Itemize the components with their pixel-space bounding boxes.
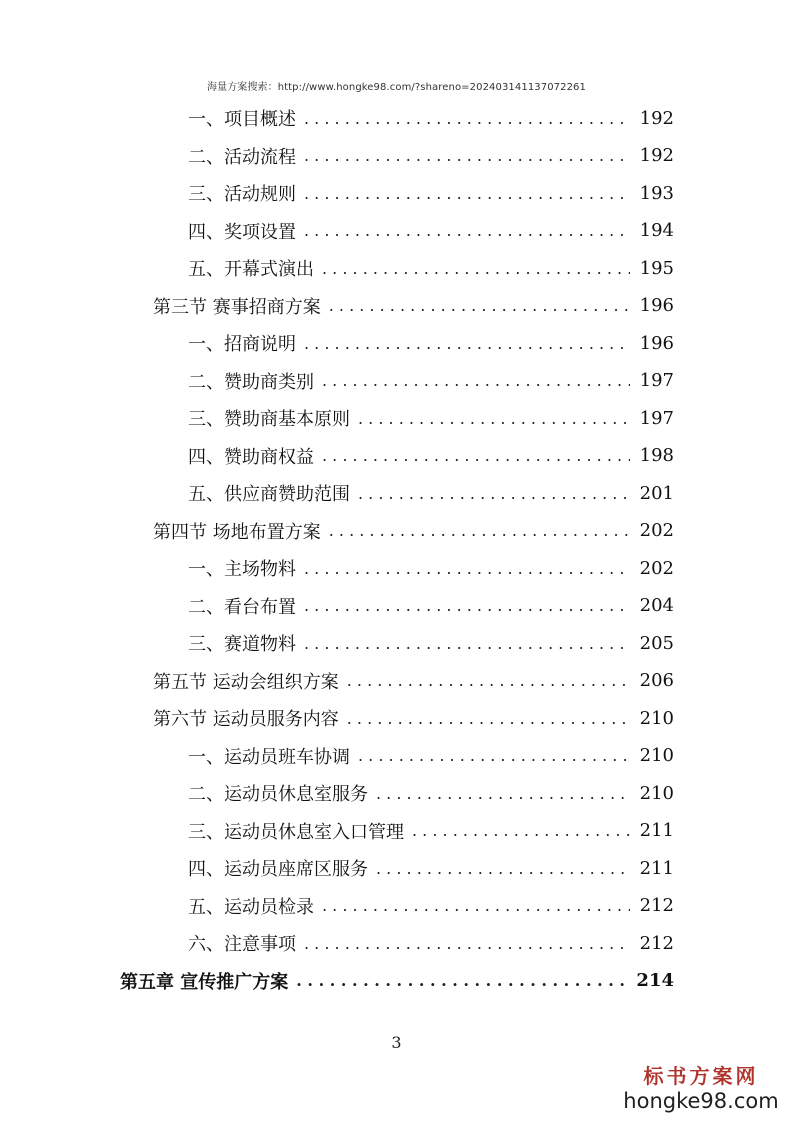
toc-entry-page: 194: [639, 220, 674, 241]
toc-entry-title: 四、运动员座席区服务: [188, 859, 368, 880]
toc-dot-leader: [304, 184, 630, 203]
toc-dot-leader: [376, 784, 630, 803]
toc-dot-leader: [358, 746, 630, 765]
toc-entry-title: 四、赞助商权益: [188, 446, 314, 468]
toc-dot-leader: [304, 596, 630, 615]
toc-entry-page: 205: [639, 632, 674, 654]
toc-entry-title: 二、看台布置: [188, 596, 296, 618]
toc-entry-page: 198: [639, 445, 674, 466]
toc-dot-leader: [304, 934, 630, 953]
toc-entry-page: 197: [639, 370, 674, 391]
toc-entry-title: 第三节 赛事招商方案: [153, 296, 321, 318]
toc-dot-leader: [329, 296, 630, 315]
toc-entry-page: 206: [639, 670, 674, 691]
toc-entry-title: 三、运动员休息室入口管理: [188, 821, 404, 843]
toc-entry-page: 196: [639, 295, 674, 316]
toc-entry[interactable]: [188, 476, 674, 510]
toc-dot-leader: [296, 971, 626, 990]
toc-entry-title: 四、奖项设置: [188, 221, 296, 243]
toc-entry-title: 一、运动员班车协调: [188, 746, 350, 768]
toc-dot-leader: [358, 484, 630, 503]
toc-section-entry[interactable]: [153, 514, 674, 548]
toc-dot-leader: [376, 859, 630, 878]
toc-entry[interactable]: [188, 776, 674, 810]
toc-dot-leader: [322, 446, 630, 465]
toc-dot-leader: [322, 371, 630, 390]
toc-entry-page: 212: [639, 932, 674, 954]
toc-dot-leader: [322, 259, 630, 278]
toc-entry-title: 六、注意事项: [188, 934, 296, 955]
toc-entry-page: 192: [639, 107, 674, 129]
toc-entry-title: 五、供应商赞助范围: [188, 484, 350, 505]
watermark-domain: hongke98.com: [623, 1089, 779, 1113]
toc-entry-title: 第五章 宣传推广方案: [120, 971, 289, 993]
toc-section-entry[interactable]: [153, 289, 674, 323]
toc-entry-title: 五、开幕式演出: [188, 259, 314, 280]
toc-entry[interactable]: [188, 139, 674, 173]
toc-dot-leader: [304, 559, 630, 578]
toc-entry-title: 三、赛道物料: [188, 634, 296, 655]
toc-entry-page: 193: [639, 182, 674, 204]
toc-entry-page: 201: [639, 482, 674, 504]
toc-entry-page: 192: [639, 145, 674, 166]
toc-dot-leader: [304, 221, 630, 240]
toc-entry[interactable]: [188, 214, 674, 248]
toc-entry[interactable]: [188, 551, 674, 585]
toc-entry-page: 196: [639, 332, 674, 354]
toc-dot-leader: [347, 671, 630, 690]
toc-dot-leader: [322, 896, 630, 915]
toc-dot-leader: [329, 521, 630, 540]
toc-entry-page: 214: [636, 970, 674, 991]
toc-entry-page: 202: [639, 557, 674, 579]
toc-dot-leader: [304, 334, 630, 353]
toc-entry-title: 第六节 运动员服务内容: [153, 709, 339, 730]
toc-entry-title: 二、运动员休息室服务: [188, 784, 368, 805]
toc-entry[interactable]: [188, 176, 674, 210]
toc-entry[interactable]: [188, 401, 674, 435]
toc-dot-leader: [412, 821, 630, 840]
toc-entry[interactable]: [188, 326, 674, 360]
toc-entry-title: 二、活动流程: [188, 146, 296, 168]
toc-entry-page: 211: [639, 820, 674, 841]
toc-entry-title: 第四节 场地布置方案: [153, 521, 321, 543]
toc-entry[interactable]: [188, 364, 674, 398]
toc-entry-page: 202: [639, 520, 674, 541]
toc-section-entry[interactable]: [153, 701, 674, 735]
toc-entry[interactable]: [188, 626, 674, 660]
toc-entry-title: 一、招商说明: [188, 334, 296, 355]
toc-entry[interactable]: [188, 101, 674, 135]
toc-entry[interactable]: [188, 589, 674, 623]
header-url: 海量方案搜索：http://www.hongke98.com/?shareno=202403141137072261: [207, 82, 586, 93]
toc-entry[interactable]: [188, 851, 674, 885]
toc-entry-title: 第五节 运动会组织方案: [153, 671, 339, 693]
toc-entry-page: 210: [639, 782, 674, 804]
toc-dot-leader: [347, 709, 630, 728]
toc-entry-title: 一、项目概述: [188, 109, 296, 130]
toc-dot-leader: [358, 409, 630, 428]
toc-dot-leader: [304, 146, 630, 165]
toc-entry-title: 二、赞助商类别: [188, 371, 314, 393]
toc-entry[interactable]: [188, 739, 674, 773]
toc-entry[interactable]: [188, 251, 674, 285]
toc-entry[interactable]: [188, 889, 674, 923]
toc-entry-page: 210: [639, 745, 674, 766]
site-watermark-logo: [621, 1064, 781, 1114]
toc-entry-page: 210: [639, 707, 674, 729]
toc-section-entry[interactable]: [153, 664, 674, 698]
toc-entry[interactable]: [188, 439, 674, 473]
toc-entry[interactable]: [188, 926, 674, 960]
page-number: 3: [391, 1033, 402, 1052]
toc-entry-page: 212: [639, 895, 674, 916]
toc-entry-page: 197: [639, 407, 674, 429]
toc-entry-title: 一、主场物料: [188, 559, 296, 580]
toc-dot-leader: [304, 109, 630, 128]
toc-entry-title: 五、运动员检录: [188, 896, 314, 918]
toc-entry-page: 204: [639, 595, 674, 616]
toc-entry-page: 195: [639, 257, 674, 279]
watermark-title: 标书方案网: [643, 1064, 759, 1088]
toc-dot-leader: [304, 634, 630, 653]
toc-entry-title: 三、赞助商基本原则: [188, 409, 350, 430]
toc-entry[interactable]: [188, 814, 674, 848]
toc-entry-page: 211: [639, 857, 674, 879]
toc-entry-title: 三、活动规则: [188, 184, 296, 205]
toc-chapter-entry[interactable]: [120, 964, 674, 998]
